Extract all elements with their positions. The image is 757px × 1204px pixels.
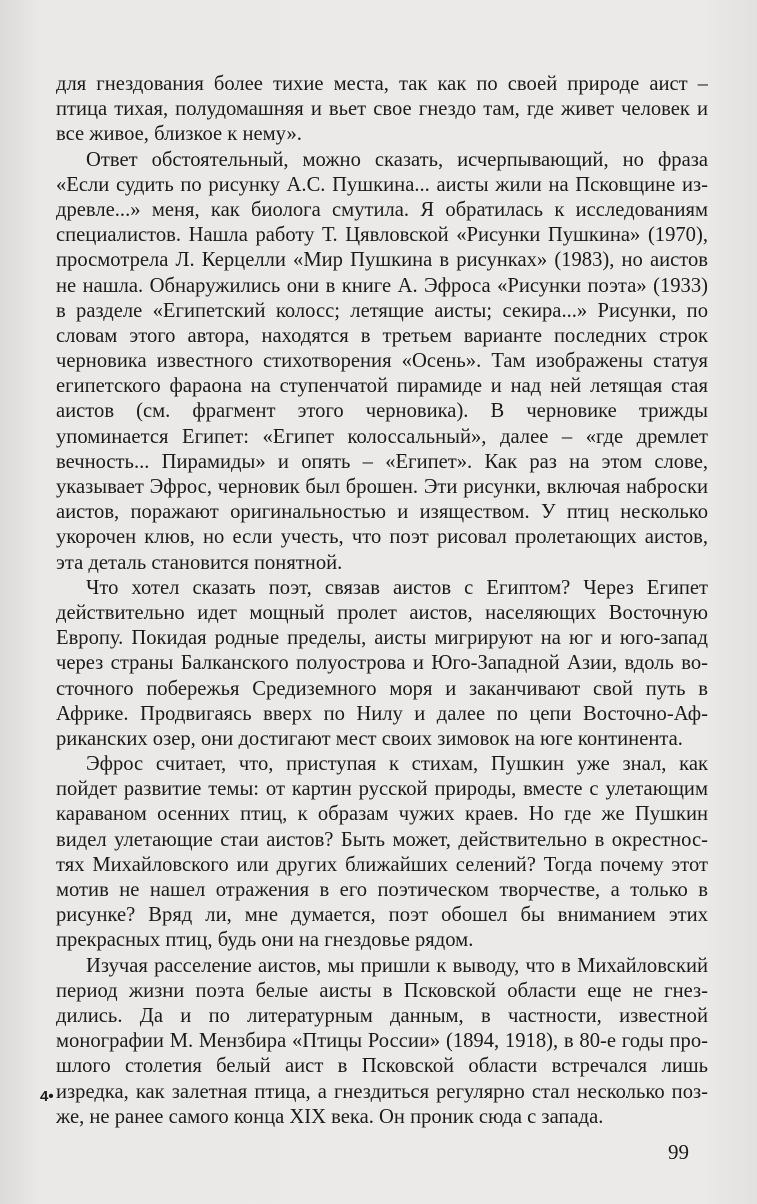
text-line: не нашла. Обнаружились они в книге А. Эфроса «Рисунки поэта» (1933) [56, 274, 708, 297]
text-line: монографии М. Мензбира «Птицы России» (1894, 1918), в 80-е годы про- [56, 1030, 708, 1053]
text-line: видел улетающие стаи аистов? Быть может, действительно в окрестнос- [56, 828, 708, 851]
text-line: тях Михайловского или других ближайших селений? Тогда почему этот [56, 853, 708, 876]
text-line: аистов (см. фрагмент этого черновика). В черновике трижды [56, 400, 708, 423]
signature-mark: 4• [40, 1088, 54, 1105]
paragraph-egypt-migration [56, 576, 708, 752]
text-line: укорочен клюв, но если учесть, что поэт рисовал пролетающих аистов, [56, 526, 708, 549]
page-number: 99 [668, 1140, 689, 1164]
text-line: «Если судить по рисунку А.С. Пушкина... аисты жили на Псковщине из- [56, 173, 708, 196]
text-line: в разделе «Египетский колосс; летящие аисты; секира...» Рисунки, по [56, 299, 708, 322]
text-line: Африке. Продвигаясь вверх по Нилу и далее по цепи Восточно-Аф- [56, 702, 708, 725]
text-line: Европу. Покидая родные пределы, аисты мигрируют на юг и юго-запад [56, 627, 708, 650]
text-line: сточного побережья Средиземного моря и заканчивают свой путь в [56, 677, 708, 700]
text-line: Что хотел сказать поэт, связав аистов с Египтом? Через Египет [86, 576, 708, 599]
text-line: египетского фараона на ступенчатой пирамиде и над ней летящая стая [56, 375, 708, 398]
text-line: риканских озер, они достигают мест своих зимовок на юге континента. [56, 727, 683, 750]
paragraph-continuation [56, 72, 708, 148]
text-line: пойдет развитие темы: от картин русской природы, вместе с улетающим [56, 778, 708, 801]
text-line: караваном осенних птиц, к образам чужих краев. Но где же Пушкин [56, 803, 708, 826]
text-line: указывает Эфрос, черновик был брошен. Эти рисунки, включая наброски [56, 476, 708, 498]
text-line: вечность... Пирамиды» и опять – «Египет». Как раз на этом слове, [56, 450, 708, 473]
text-line: период жизни поэта белые аисты в Псковской области еще не гнез- [56, 979, 708, 1002]
text-line: же, не ранее самого конца XIX века. Он проник сюда с запада. [56, 1105, 604, 1128]
text-line: Эфрос считает, что, приступая к стихам, Пушкин уже знал, как [86, 753, 708, 776]
text-line: прекрасных птиц, будь они на гнездовье рядом. [56, 929, 474, 952]
text-line: черновика известного стихотворения «Осень». Там изображены статуя [56, 350, 708, 373]
text-line: действительно идет мощный пролет аистов, населяющих Восточную [56, 601, 708, 624]
text-line: специалистов. Нашла работу Т. Цявловской «Рисунки Пушкина» (1970), [56, 224, 708, 247]
text-line: для гнездования более тихие места, так как по своей природе аист – [56, 73, 708, 95]
text-line: Изучая расселение аистов, мы пришли к выводу, что в Михайловский [86, 954, 708, 977]
text-line: словам этого автора, находятся в третьем варианте последних строк [56, 324, 708, 347]
body-text [56, 72, 708, 1130]
text-line: птица тихая, полудомашняя и вьет свое гнездо там, где живет человек и [56, 98, 708, 121]
text-line: мотив не нашел отражения в его поэтическом творчестве, а только в [56, 879, 708, 901]
text-line: эта деталь становится понятной. [56, 551, 343, 574]
text-line: Ответ обстоятельный, можно сказать, исчерпывающий, но фраза [86, 148, 708, 171]
paragraph-pushkin-theme [56, 752, 708, 954]
text-line: дились. Да и по литературным данным, в частности, известной [56, 1004, 708, 1027]
text-line: изредка, как залетная птица, а гнездиться регулярно стал несколько поз- [56, 1080, 708, 1103]
text-line: все живое, близкое к нему». [56, 123, 302, 146]
text-line: просмотрела Л. Керцелли «Мир Пушкина в рисунках» (1983), но аистов [56, 249, 708, 272]
text-line: шлого столетия белый аист в Псковской области встречался лишь [56, 1055, 708, 1078]
text-line: рисунке? Вряд ли, мне думается, поэт обошел бы вниманием этих [56, 904, 708, 927]
paragraph-storks-pskov [56, 954, 708, 1130]
text-line: древле...» меня, как биолога смутила. Я обратилась к исследованиям [56, 198, 708, 221]
text-line: упоминается Египет: «Египет колоссальный», далее – «где дремлет [56, 425, 708, 448]
paragraph-effros-drawings [56, 148, 708, 576]
text-line: аистов, поражают оригинальностью и изяществом. У птиц несколько [56, 501, 708, 524]
text-line: через страны Балканского полуострова и Юго-Западной Азии, вдоль во- [56, 652, 708, 675]
